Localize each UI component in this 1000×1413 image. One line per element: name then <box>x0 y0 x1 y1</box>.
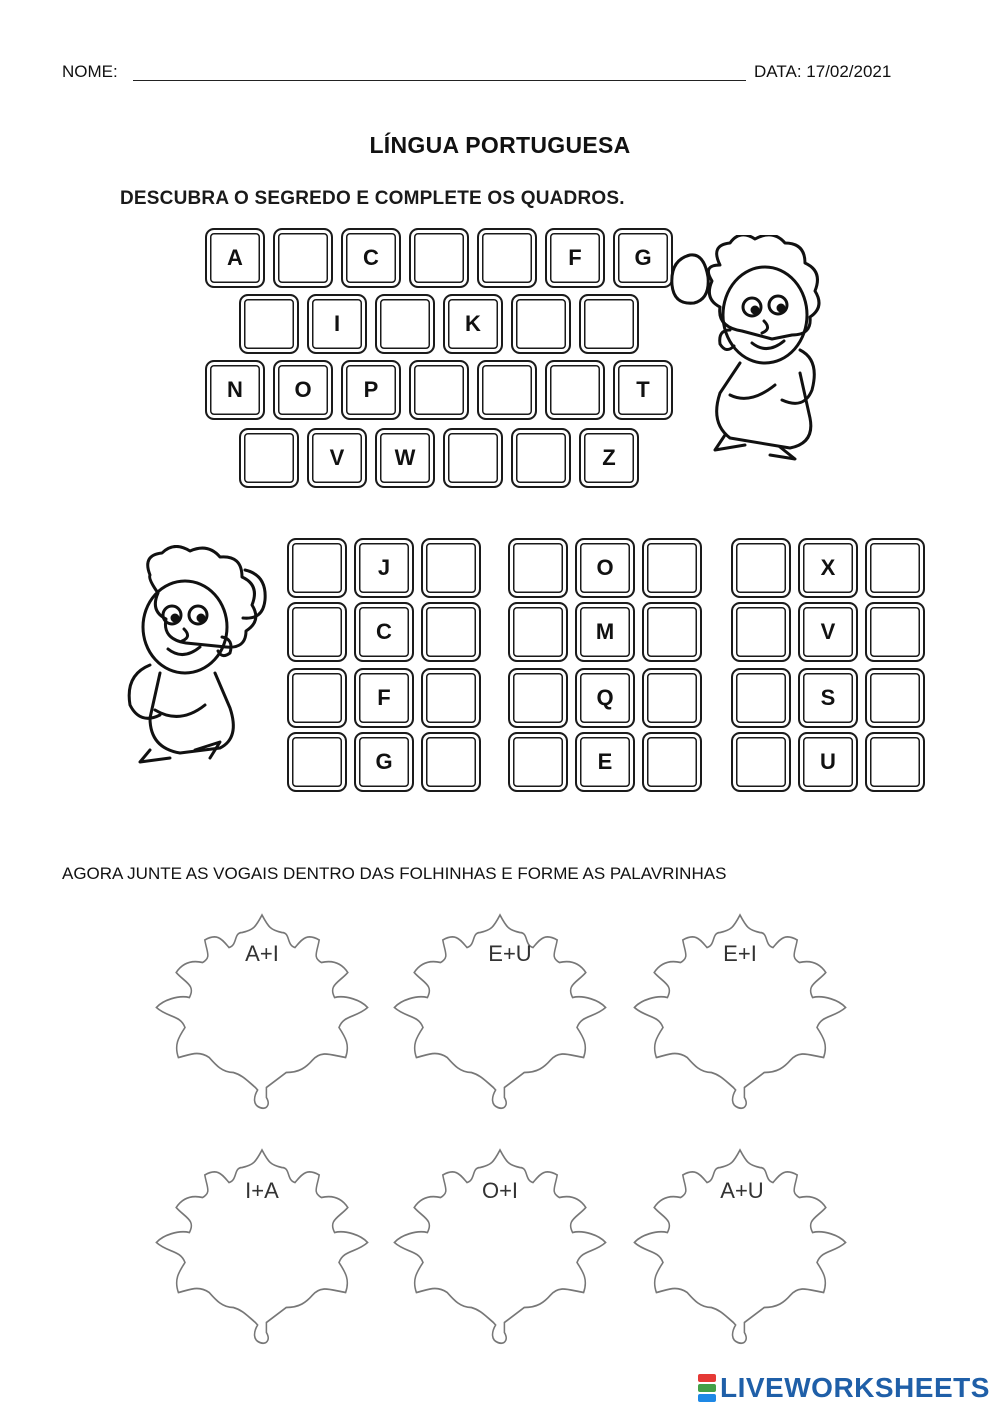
exercise1-instruction: DESCUBRA O SEGREDO E COMPLETE OS QUADROS. <box>120 188 625 209</box>
letter-box: C <box>341 228 401 288</box>
name-label: NOME: <box>62 62 118 81</box>
letter-box: A <box>205 228 265 288</box>
letter-box: O <box>273 360 333 420</box>
letter-box: N <box>205 360 265 420</box>
letter-box: F <box>545 228 605 288</box>
leaf-label-4: I+A <box>245 1178 279 1203</box>
letter-box: F <box>354 668 414 728</box>
letter-box: Z <box>579 428 639 488</box>
letter-box: V <box>307 428 367 488</box>
brand-badge-icon <box>698 1374 716 1402</box>
letter-box: M <box>575 602 635 662</box>
letter-box: K <box>443 294 503 354</box>
letter-box: T <box>613 360 673 420</box>
page-title: LÍNGUA PORTUGUESA <box>369 132 631 158</box>
letter-box: S <box>798 668 858 728</box>
letter-box: V <box>798 602 858 662</box>
leaf-label-3: E+I <box>723 941 757 966</box>
letter-box: P <box>341 360 401 420</box>
letter-box: C <box>354 602 414 662</box>
letter-box: W <box>375 428 435 488</box>
letter-box: G <box>354 732 414 792</box>
exercise3-instruction: AGORA JUNTE AS VOGAIS DENTRO DAS FOLHINHAS E FORME AS PALAVRINHAS <box>62 864 727 883</box>
leaf-label-5: O+I <box>481 1178 519 1203</box>
letter-box: O <box>575 538 635 598</box>
brand-name: LIVEWORKSHEETS <box>720 1372 990 1403</box>
date-label: DATA: 17/02/2021 <box>754 62 892 81</box>
letter-box: G <box>613 228 673 288</box>
leaf-label-2: E+U <box>488 941 532 966</box>
letter-box: J <box>354 538 414 598</box>
leaf-label-6: A+U <box>720 1178 764 1203</box>
letter-box: X <box>798 538 858 598</box>
letter-box: U <box>798 732 858 792</box>
liveworksheets-logo <box>698 1372 990 1404</box>
letter-box: Q <box>575 668 635 728</box>
letter-box: I <box>307 294 367 354</box>
leaf-label-1: A+I <box>245 941 279 966</box>
letter-box: E <box>575 732 635 792</box>
